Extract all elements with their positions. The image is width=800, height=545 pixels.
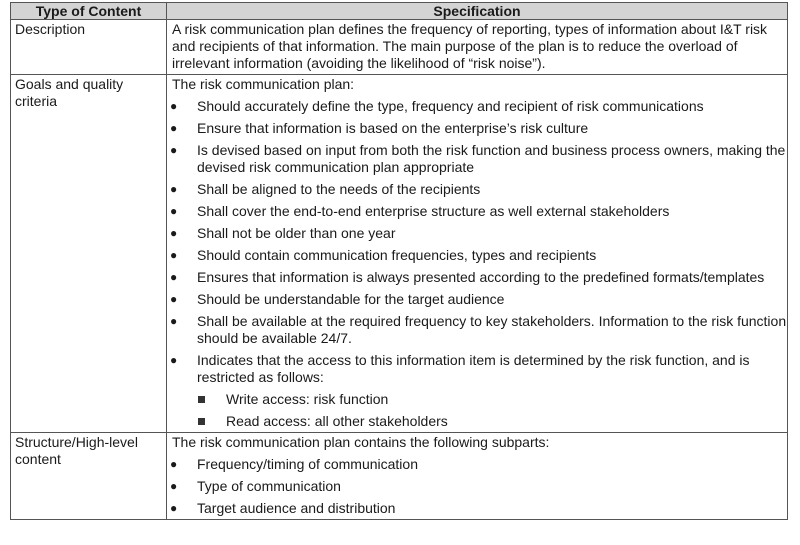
sublist-item <box>167 391 787 408</box>
bullet-icon: ● <box>170 248 178 262</box>
bullet-icon: ● <box>170 353 178 367</box>
bullet-icon: ● <box>170 143 178 157</box>
bullet-icon: ● <box>170 501 178 515</box>
label-goals: Goals and quality criteria <box>15 76 124 109</box>
list-item-text: Shall cover the end-to-end enterprise structure as well external stakeholders <box>197 203 670 219</box>
row-content <box>167 75 788 433</box>
list-item <box>167 98 787 115</box>
bullet-icon: ● <box>170 99 178 113</box>
list-item <box>167 313 787 347</box>
structure-list <box>167 456 787 517</box>
row-content <box>167 20 788 75</box>
list-item-text: Shall be available at the required frequency to key stakeholders. Information to the risk function should be available 24/7. <box>197 313 787 346</box>
list-item <box>167 269 787 286</box>
header-row <box>11 3 788 20</box>
bullet-icon: ● <box>170 182 178 196</box>
bullet-icon: ● <box>170 270 178 284</box>
list-item-text: Should accurately define the type, frequency and recipient of risk communications <box>197 98 704 114</box>
list-item <box>167 181 787 198</box>
square-bullet-icon <box>198 396 205 403</box>
list-item-text: Is devised based on input from both the risk function and business process owners, making the devised risk communication plan appropriate <box>197 142 786 175</box>
description-text: A risk communication plan defines the frequency of reporting, types of information about I&T risk and recipients of that information. The main purpose of the plan is to reduce the overload of irrelevant information (avoiding the likelihood of “risk noise”). <box>172 21 768 71</box>
list-item <box>167 203 787 220</box>
list-item-text: Type of communication <box>197 478 341 494</box>
specification-table <box>10 2 788 520</box>
bullet-icon: ● <box>170 314 178 328</box>
row-goals <box>11 75 788 433</box>
bullet-icon: ● <box>170 121 178 135</box>
bullet-icon: ● <box>170 292 178 306</box>
row-label <box>11 75 167 433</box>
list-item <box>167 142 787 176</box>
row-content <box>167 433 788 520</box>
list-item <box>167 291 787 308</box>
sublist-item-text: Read access: all other stakeholders <box>226 413 448 429</box>
label-structure: Structure/High-level content <box>15 434 138 467</box>
list-item <box>167 500 787 517</box>
list-item-text: Ensure that information is based on the enterprise’s risk culture <box>197 120 589 136</box>
sublist-item <box>167 413 787 430</box>
list-item-text: Frequency/timing of communication <box>197 456 418 472</box>
list-item-text: Indicates that the access to this information item is determined by the risk function, and is restricted as follows: <box>197 352 750 385</box>
structure-intro: The risk communication plan contains the following subparts: <box>172 434 550 450</box>
list-item-text: Shall not be older than one year <box>197 225 396 241</box>
label-description: Description <box>15 21 86 37</box>
bullet-icon: ● <box>170 479 178 493</box>
list-item <box>167 478 787 495</box>
bullet-icon: ● <box>170 457 178 471</box>
bullet-icon: ● <box>170 204 178 218</box>
row-structure <box>11 433 788 520</box>
list-item-text: Target audience and distribution <box>197 500 396 516</box>
goals-list <box>167 98 787 386</box>
row-label <box>11 20 167 75</box>
list-item-text: Should be understandable for the target audience <box>197 291 505 307</box>
list-item-text: Ensures that information is always presented according to the predefined formats/templates <box>197 269 765 285</box>
list-item <box>167 120 787 137</box>
list-item <box>167 456 787 473</box>
list-item <box>167 225 787 242</box>
header-specification: Specification <box>167 3 788 20</box>
bullet-icon: ● <box>170 226 178 240</box>
header-type-of-content: Type of Content <box>11 3 167 20</box>
list-item-text: Shall be aligned to the needs of the recipients <box>197 181 481 197</box>
row-label <box>11 433 167 520</box>
sublist-item-text: Write access: risk function <box>226 391 389 407</box>
list-item-text: Should contain communication frequencies, types and recipients <box>197 247 597 263</box>
goals-intro: The risk communication plan: <box>172 76 355 92</box>
list-item <box>167 247 787 264</box>
list-item <box>167 352 787 386</box>
square-bullet-icon <box>198 418 205 425</box>
access-sublist <box>167 391 787 430</box>
row-description <box>11 20 788 75</box>
